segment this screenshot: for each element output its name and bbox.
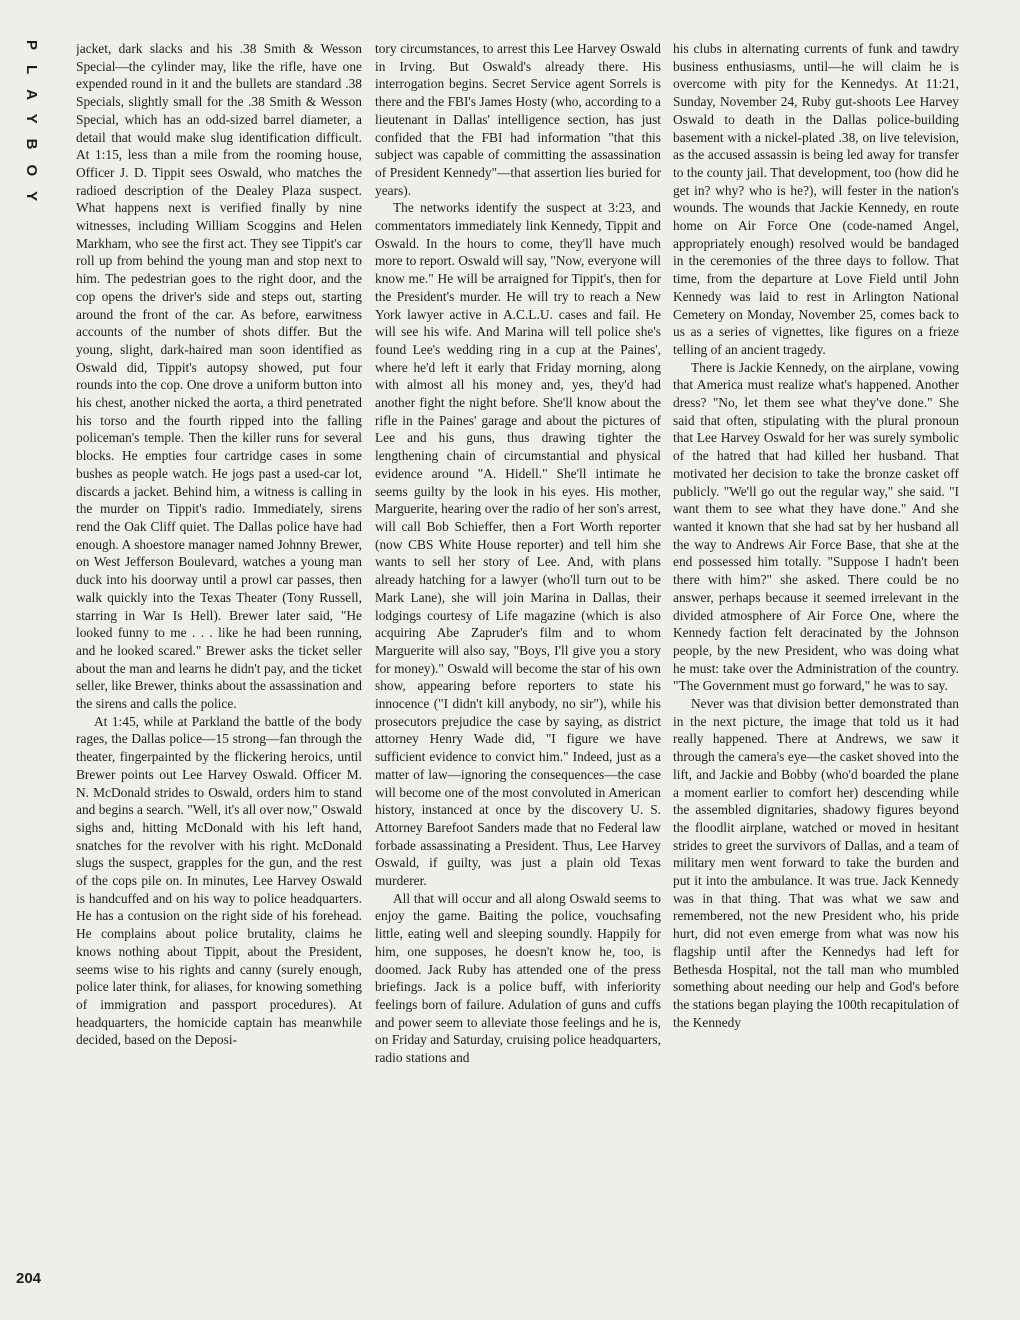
paragraph: All that will occur and all along Oswald seems to enjoy the game. Baiting the police, vouchsafing little, eating well and sleeping soundly. Happily for him, one supposes, he doesn't know he, too, is doomed. Jack Ruby has attended one of the press briefings. Jack is a police buff, with inferiority feelings born of failure. Adulation of guns and cuffs and power seem to alleviate those feelings and he is, on Friday and Saturday, cruising police headquarters, radio stations and — [375, 890, 661, 1066]
text-column-2 — [375, 40, 661, 1298]
paragraph: jacket, dark slacks and his .38 Smith & Wesson Special—the cylinder may, like the rifle, have one expended round in it and the bullets are standard .38 Specials, slightly small for the .38 Smith & Wesson Special, which has an odd-sized barrel diameter, a detail that would make slug identification difficult. At 1:15, less than a mile from the rooming house, Officer J. D. Tippit sees Oswald, who matches the radioed description of the Dealey Plaza suspect. What happens next is verified finally by nine witnesses, including William Scoggins and Helen Markham, who see the first act. They see Tippit's car roll up from behind the young man and stop next to him. The pedestrian goes to the right door, and the cop opens the driver's side and steps out, starting around the front of the car. As before, earwitness accounts of the number of shots differ. But the young, slight, dark-haired man soon identified as Oswald did, Tippit's autopsy showed, put four rounds into the cop. One drove a uniform button into his chest, another nicked the aorta, a third penetrated his torso and the fourth ripped into the falling policeman's temple. Then the killer runs for several blocks. He empties four cartridge cases in some bushes as people watch. He jogs past a used-car lot, discards a jacket. Behind him, a witness is calling in the murder on Tippit's radio. Immediately, sirens rend the Oak Cliff quiet. The Dallas police have had enough. A shoestore manager named Johnny Brewer, on West Jefferson Boulevard, watches a young man duck into his doorway until a prowl car passes, then walk quickly into the Texas Theater (Tony Russell, starring in War Is Hell). Brewer later said, "He looked funny to me . . . like he had been running, and he looked scared." Brewer asks the ticket seller about the man and learns he didn't pay, and the ticket seller, like Brewer, thinks about the assassination and the sirens and calls the police. — [76, 41, 362, 712]
paragraph: his clubs in alternating currents of funk and tawdry business enthusiasms, until—he will claim he is overcome with pity for the Kennedys. At 11:21, Sunday, November 24, Ruby gut-shoots Lee Harvey Oswald to death in the Dallas police-building basement with a nickel-plated .38, on live television, as the accused assassin is being led away for transfer to the county jail. That development, too (how did he get in? why? who is he?), will fester in the nation's wounds. The wounds that Jackie Kennedy, en route home on Air Force One (code-named Angel, appropriately enough) resolved would be bandaged in the ceremonies of the three days to follow. That time, from the departure at Love Field until John Kennedy was laid to rest in Arlington National Cemetery on Monday, November 25, comes back to us as a series of vignettes, like figures on a frieze telling of an ancient tragedy. — [673, 41, 959, 357]
running-head-text: PLAYBOY — [23, 40, 40, 217]
running-head — [18, 40, 46, 220]
text-column-3 — [673, 40, 959, 1298]
paragraph: At 1:45, while at Parkland the battle of the body rages, the Dallas police—15 strong—fan through the theater, fingerpainted by the flickering heroics, until Brewer points out Lee Harvey Oswald. Officer M. N. McDonald strides to Oswald, orders him to stand and begins a search. "Well, it's all over now," Oswald sighs and, hitting McDonald with his left hand, snatches for the revolver with his right. McDonald slugs the suspect, grapples for the gun, and the rest of the cops pile on. In minutes, Lee Harvey Oswald is handcuffed and on his way to police headquarters. He has a contusion on the right side of his forehead. He complains about police brutality, claims he knows nothing about Tippit, about the President, seems wise to his rights and canny (surely enough, police later think, for aliases, for knowing something of immigration and passport procedures). At headquarters, the homicide captain has meanwhile decided, based on the Deposi- — [76, 713, 362, 1048]
paragraph: The networks identify the suspect at 3:23, and commentators immediately link Kennedy, Tippit and Oswald. In the hours to come, they'll have much more to report. Oswald will say, "Now, everyone will know me." He will be arraigned for Tippit's, then for the President's murder. He will try to reach a New York lawyer active in A.C.L.U. cases and fail. He will see his wife. And Marina will tell police she's found Lee's wedding ring in a cup at the Paines', where he'd left it early that Friday morning, along with almost all his money and, yes, they'd had another fight the night before. She'll know about the rifle in the Paines' garage and about the pictures of Lee and his guns, thus drawing tighter the lengthening chain of circumstantial and physical evidence around "A. Hidell." She'll intimate he seems guilty by the look in his eyes. His mother, Marguerite, hearing over the radio of her son's arrest, will call Bob Schieffer, then a Fort Worth reporter (now CBS White House reporter) and tell him she wants to sell her story of Lee. And, with plans already hatching for a lawyer (who'll turn out to be Mark Lane), she will join Marina in Dallas, their lodgings courtesy of Life magazine (which is also acquiring Abe Zapruder's film and to whom Marguerite will also say, "Boys, I'll give you a story for money)." Oswald will become the star of his own show, appearing before reporters to state his innocence ("I didn't kill anybody, no sir"), while his prosecutors prejudice the case by saying, as district attorney Henry Wade did, "I figure we have sufficient evidence to convict him." Indeed, just as a matter of law—ignoring the consequences—the case will become one of the most convoluted in American history, instanced at once by the discovery U. S. Attorney Barefoot Sanders made that no Federal law forbade assassinating a President. Thus, Lee Harvey Oswald, if guilty, was just a plain old Texas murderer. — [375, 200, 661, 889]
paragraph: Never was that division better demonstrated than in the next picture, the image that told us it had really happened. There at Andrews, we saw it through the camera's eye—the casket shoved into the lift, and Jackie and Bobby (who'd boarded the plane a moment earlier to comfort her) descending while the assembled dignitaries, shadowy figures beyond the floodlit airplane, watched or moved in hesitant strides to greet the survivors of Dallas, and a team of military men went forward to take the burden and put it into the ambulance. It was true. Jack Kennedy was in that thing. That was what we saw and remembered, not the new President who, his pride hurt, did not even emerge from what was now his flagship until after the Kennedys had left for Bethesda Hospital, not the tall man who mumbled something about needing our help and God's before the stations began playing the 100th recapitulation of the Kennedy — [673, 696, 959, 1030]
paragraph: tory circumstances, to arrest this Lee Harvey Oswald in Irving. But Oswald's already there. His interrogation begins. Secret Service agent Sorrels is there and the FBI's James Hosty (who, according to a lieutenant in Dallas' intelligence section, has just confided that the FBI had information "that this subject was capable of committing the assassination of President Kennedy"—that assertion lies buried for years). — [375, 41, 661, 198]
page-number: 204 — [16, 1270, 42, 1287]
paragraph: There is Jackie Kennedy, on the airplane, vowing that America must realize what's happened. Another dress? "No, let them see what they've done." She said that often, stipulating with the plural pronoun that Lee Harvey Oswald for her was surely symbolic of the hatred that had killed her husband. That motivated her decision to take the bronze casket off publicly. "We'll go out the regular way," she said. "I want them to see what they have done." And she wanted it known that she had sat by her husband all the way to Andrews Air Force Base, that she at the end possessed him totally. "Suppose I hadn't been there with him?" she asked. There could be no answer, perhaps because it seemed irrelevant in the divided atmosphere of Air Force One, where the Kennedy faction felt deracinated by the Johnson people, by the new President, who was doing what he must: take over the Administration of the country. "The Government must go forward," he was to say. — [673, 359, 959, 694]
text-column-1 — [76, 40, 362, 1298]
